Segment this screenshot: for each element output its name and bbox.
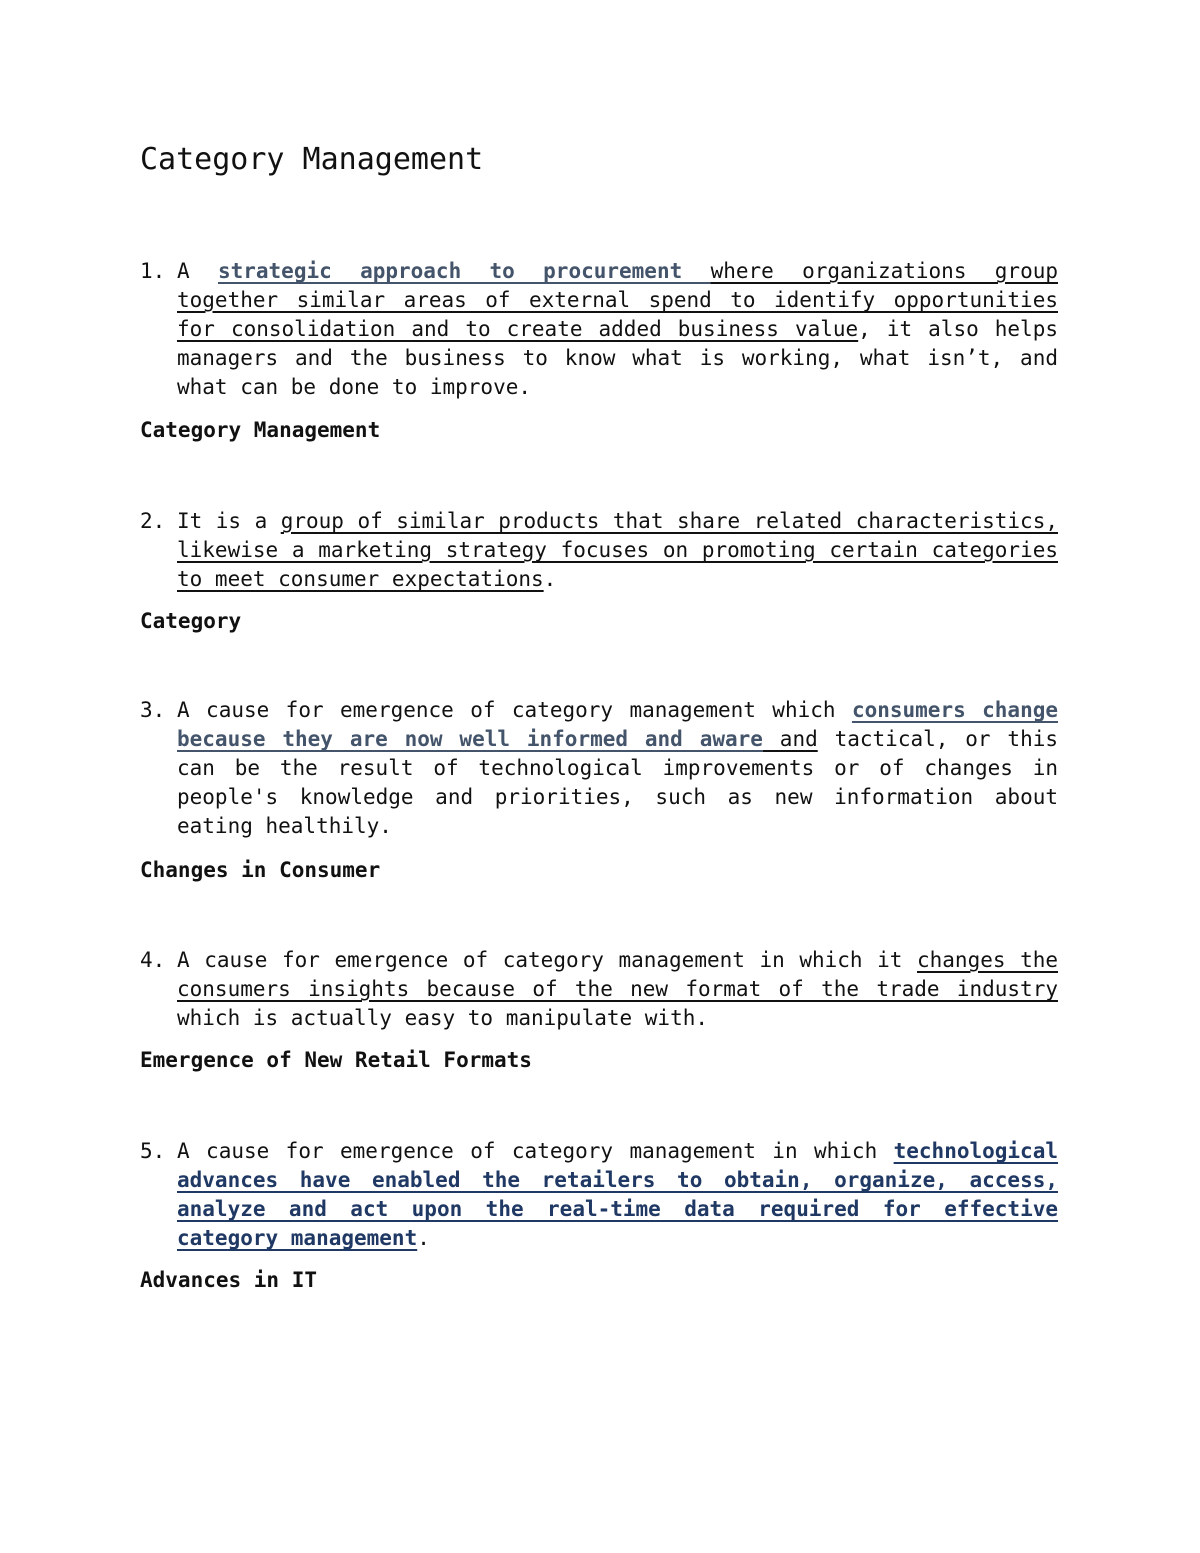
item-text-segment: tactical, or this can be the result of technological improvements or of changes in people's knowledge and priorities, such as new information about eating healthily. [177, 727, 1059, 838]
item-text-segment: A cause for emergence of category management which [177, 698, 852, 722]
answer-label: Emergence of New Retail Formats [140, 1048, 532, 1072]
list-item [140, 1137, 1058, 1253]
answer-label: Advances in IT [140, 1268, 318, 1292]
answer-label: Changes in Consumer [140, 858, 381, 882]
underlined-phrase: and [762, 727, 818, 751]
item-text-segment: A cause for emergence of category management in which [177, 1139, 894, 1163]
answer-label: Category [140, 609, 242, 633]
item-text [177, 257, 1058, 402]
list-item [140, 507, 1058, 594]
highlighted-phrase: consumers change because they are now well informed and aware [177, 698, 1058, 751]
item-text [177, 1137, 1058, 1253]
list-item [140, 257, 1058, 402]
underlined-phrase: where organizations group together similar areas of external spend to identify opportunities for consolidation and to create added business value [177, 259, 1058, 341]
item-number: 5. [140, 1139, 166, 1163]
item-text-segment: which is actually easy to manipulate with. [177, 1006, 709, 1030]
answer-label: Category Management [140, 418, 381, 442]
item-number: 4. [140, 948, 166, 972]
page-title: Category Management [140, 142, 484, 177]
item-number: 2. [140, 509, 166, 533]
item-number: 1. [140, 259, 166, 283]
item-text-segment: It is a [177, 509, 281, 533]
item-number: 3. [140, 698, 166, 722]
underlined-phrase: changes the consumers insights because of the new format of the trade industry [177, 948, 1059, 1001]
list-item [140, 696, 1058, 841]
item-text [177, 946, 1058, 1033]
highlighted-phrase: technological advances have enabled the retailers to obtain, organize, access, analyze and act upon the real-time data required for effective category management [177, 1139, 1058, 1250]
item-text-segment: A cause for emergence of category management in which it [177, 948, 917, 972]
item-text-segment: A [177, 259, 218, 283]
list-item [140, 946, 1058, 1033]
highlighted-phrase: strategic approach to procurement [217, 259, 711, 283]
item-text-segment: , it also helps managers and the business to know what is working, what isn’t, and what can be done to improve. [177, 317, 1058, 399]
item-text [177, 696, 1058, 841]
item-text-segment: . [543, 567, 557, 591]
item-text [177, 507, 1058, 594]
item-text-segment: . [417, 1226, 430, 1250]
underlined-phrase: group of similar products that share related characteristics, likewise a marketing strategy focuses on promoting certain categories to meet consumer expectations [177, 509, 1058, 591]
